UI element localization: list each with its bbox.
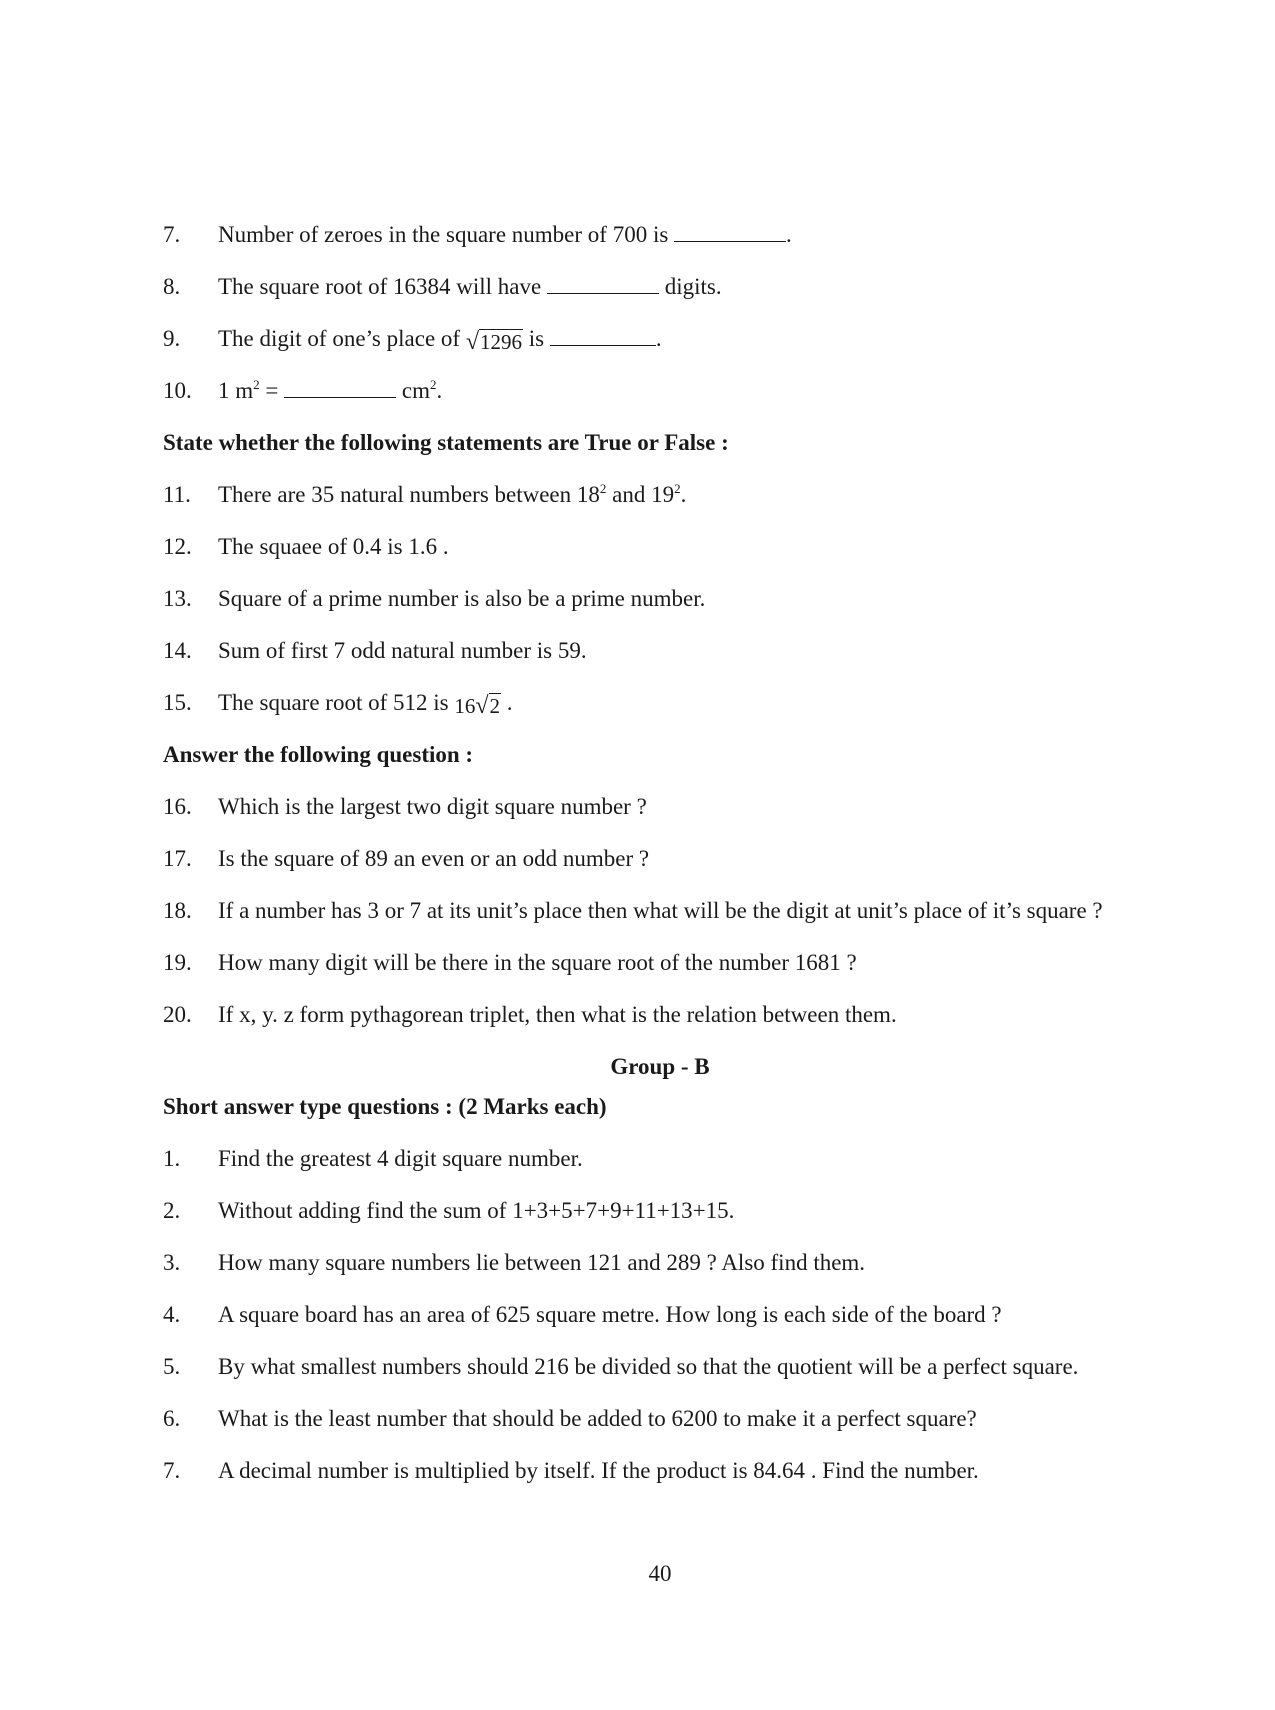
radicand: 1296	[479, 330, 522, 354]
question-text-part: is	[528, 326, 545, 351]
question-number: 7.	[163, 1458, 181, 1483]
question-number: 5.	[163, 1354, 181, 1379]
question-text-end: .	[680, 482, 687, 507]
question-text: If x, y. z form pythagorean triplet, then what is the relation between them.	[218, 1002, 897, 1027]
question-short-6	[163, 1402, 977, 1436]
question-text: Sum of first 7 odd natural number is 59.	[218, 638, 587, 663]
question-number: 18.	[163, 898, 192, 923]
question-number: 12.	[163, 534, 192, 559]
question-number: 20.	[163, 1002, 192, 1027]
question-text	[218, 270, 722, 304]
radical-sign-icon: √	[465, 329, 479, 355]
question-fill-8	[163, 270, 722, 304]
unit-label: cm	[401, 378, 430, 403]
question-fill-10	[163, 374, 442, 408]
question-tf-13	[163, 582, 705, 616]
question-text-part: The square root of 512 is	[218, 690, 449, 715]
question-number: 13.	[163, 586, 192, 611]
question-text	[218, 322, 662, 359]
question-number: 7.	[163, 222, 181, 247]
question-text-end: .	[436, 378, 443, 403]
question-fill-7	[163, 218, 792, 252]
question-number: 3.	[163, 1250, 181, 1275]
page-number: 40	[648, 1561, 672, 1586]
question-answer-18	[163, 894, 1103, 928]
answer-blank[interactable]	[284, 375, 396, 398]
question-number: 6.	[163, 1406, 181, 1431]
radicand: 2	[489, 694, 501, 718]
question-answer-17	[163, 842, 649, 876]
equals-sign: =	[265, 378, 279, 403]
question-text: A decimal number is multiplied by itself. If the product is 84.64 . Find the number.	[218, 1458, 979, 1483]
question-short-7	[163, 1454, 979, 1488]
question-text: If a number has 3 or 7 at its unit’s place then what will be the digit at unit’s place of it’s square ?	[218, 898, 1103, 923]
question-number: 17.	[163, 846, 192, 871]
question-text: Is the square of 89 an even or an odd number ?	[218, 846, 650, 871]
question-text	[218, 686, 513, 723]
question-number: 14.	[163, 638, 192, 663]
question-tf-14	[163, 634, 587, 668]
superscript: 2	[429, 377, 437, 392]
answer-blank[interactable]	[674, 219, 786, 242]
question-short-5	[163, 1350, 1078, 1384]
question-text-end: .	[506, 690, 513, 715]
question-number: 1.	[163, 1146, 181, 1171]
question-short-2	[163, 1194, 734, 1228]
question-text: Without adding find the sum of 1+3+5+7+9+11+13+15.	[218, 1198, 735, 1223]
superscript: 2	[599, 481, 607, 496]
question-text: By what smallest numbers should 216 be divided so that the quotient will be a perfect square.	[218, 1354, 1079, 1379]
question-short-3	[163, 1246, 865, 1280]
question-fill-9	[163, 322, 662, 356]
question-answer-19	[163, 946, 857, 980]
question-text-part: The square root of 16384 will have	[218, 274, 542, 299]
question-text: The squaee of 0.4 is 1.6 .	[218, 534, 449, 559]
question-text-part: There are 35 natural numbers between 18	[218, 482, 600, 507]
question-number: 15.	[163, 690, 192, 715]
question-number: 11.	[163, 482, 191, 507]
question-text-part: The digit of one’s place of	[218, 326, 461, 351]
question-tf-12	[163, 530, 449, 564]
radical-sign-icon: √	[475, 693, 489, 719]
question-short-1	[163, 1142, 583, 1176]
question-text: Square of a prime number is also be a prime number.	[218, 586, 706, 611]
question-number: 2.	[163, 1198, 181, 1223]
group-title: Group - B	[610, 1054, 710, 1079]
question-text-part: and 19	[606, 482, 675, 507]
question-text: How many digit will be there in the square root of the number 1681 ?	[218, 950, 857, 975]
square-root-expression	[466, 325, 523, 359]
superscript: 2	[253, 377, 260, 392]
question-number: 9.	[163, 326, 181, 351]
question-text-end: digits.	[664, 274, 722, 299]
question-text-part: Number of zeroes in the square number of 700 is	[218, 222, 669, 247]
superscript: 2	[674, 481, 681, 496]
question-number: 4.	[163, 1302, 181, 1327]
question-text-part: 1 m	[218, 378, 254, 403]
question-text-end: .	[786, 222, 792, 247]
question-text: A square board has an area of 625 square metre. How long is each side of the board ?	[218, 1302, 1002, 1327]
question-text: What is the least number that should be added to 6200 to make it a perfect square?	[218, 1406, 977, 1431]
true-false-heading: State whether the following statements are True or False :	[163, 430, 729, 455]
question-text-end: .	[655, 326, 662, 351]
question-answer-20	[163, 998, 897, 1032]
question-text	[218, 374, 442, 408]
question-text	[218, 218, 792, 252]
question-number: 8.	[163, 274, 181, 299]
short-answer-heading: Short answer type questions : (2 Marks each)	[163, 1094, 607, 1119]
question-number: 10.	[163, 378, 192, 403]
question-short-4	[163, 1298, 1002, 1332]
question-text: Find the greatest 4 digit square number.	[218, 1146, 583, 1171]
question-number: 19.	[163, 950, 192, 975]
question-number: 16.	[163, 794, 192, 819]
coefficient: 16	[454, 694, 476, 718]
question-answer-16	[163, 790, 647, 824]
question-text: How many square numbers lie between 121 and 289 ? Also find them.	[218, 1250, 866, 1275]
answer-heading: Answer the following question :	[163, 742, 474, 767]
question-tf-11	[163, 478, 686, 512]
question-text: Which is the largest two digit square number ?	[218, 794, 647, 819]
square-root-expression	[454, 689, 501, 723]
answer-blank[interactable]	[550, 323, 656, 346]
question-tf-15	[163, 686, 513, 720]
answer-blank[interactable]	[547, 271, 659, 294]
question-text	[218, 478, 686, 512]
